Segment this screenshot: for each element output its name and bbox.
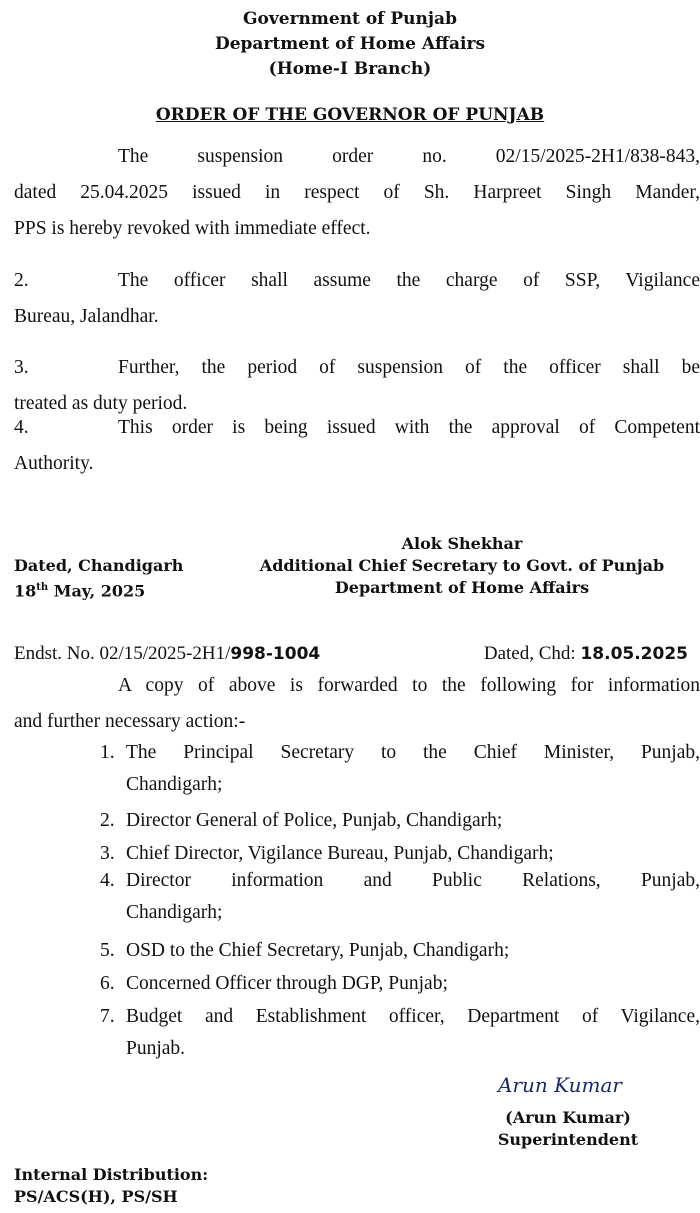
endorsement-line (14, 643, 688, 665)
paragraph-4 (14, 410, 700, 482)
header-department: Department of Home Affairs (214, 34, 486, 54)
endorser-name: (Arun Kumar) (505, 1108, 631, 1127)
endorsement-number: Endst. No. 02/15/2025-2H1/998-1004 (14, 643, 321, 664)
endorsement-intro-line-2: and further necessary action:- (14, 711, 246, 732)
endorser-title: Superintendent (497, 1130, 639, 1149)
internal-distribution (14, 1164, 208, 1208)
recipient-item: 7. Budget and Establishment officer, Department of Vigilance, Punjab. (100, 1006, 700, 1059)
recipient-item: 2. Director General of Police, Punjab, Chandigarh; (100, 810, 503, 831)
paragraph-number: 3. (14, 357, 29, 378)
paragraph-number: 2. (14, 270, 29, 291)
paragraph-2-line-2: Bureau, Jalandhar. (14, 306, 159, 327)
paragraph-2-line-1: The officer shall assume the charge of SSP, Vigilance (118, 270, 700, 291)
header-branch: (Home-I Branch) (268, 59, 432, 79)
recipient-item: 6. Concerned Officer through DGP, Punjab; (100, 973, 448, 994)
paragraph-1 (14, 139, 700, 247)
dated-block (14, 555, 234, 602)
endorser-block (488, 1107, 648, 1151)
recipient-item: 3. Chief Director, Vigilance Bureau, Punjab, Chandigarh; (100, 843, 554, 864)
recipient-item: 4. Director information and Public Relations, Punjab, Chandigarh; (100, 870, 700, 923)
paragraph-3-line-1: Further, the period of suspension of the officer shall be (118, 357, 700, 378)
paragraph-1-line-3: PPS is hereby revoked with immediate effect. (14, 218, 371, 239)
paragraph-1-line-1: The suspension order no. 02/15/2025-2H1/838-843, (118, 146, 700, 167)
paragraph-4-line-2: Authority. (14, 453, 94, 474)
internal-distribution-label: Internal Distribution: (14, 1165, 209, 1184)
recipient-item: 5. OSD to the Chief Secretary, Punjab, Chandigarh; (100, 940, 510, 961)
paragraph-1-line-2: dated 25.04.2025 issued in respect of Sh. Harpreet Singh Mander, (14, 182, 700, 203)
signatory-name: Alok Shekhar (401, 534, 523, 553)
paragraph-3-line-2: treated as duty period. (14, 393, 188, 414)
paragraph-2 (14, 263, 700, 335)
header-government: Government of Punjab (243, 9, 457, 29)
endorsement-intro (14, 668, 700, 740)
signatory-block (236, 533, 688, 599)
dated-date: 18th May, 2025 (14, 581, 146, 601)
paragraph-4-line-1: This order is being issued with the approval of Competent (118, 417, 700, 438)
endorsement-intro-line-1: A copy of above is forwarded to the following for information (118, 675, 700, 696)
signatory-title: Additional Chief Secretary to Govt. of Punjab (259, 556, 665, 575)
signatory-department: Department of Home Affairs (334, 578, 590, 597)
order-title: ORDER OF THE GOVERNOR OF PUNJAB (155, 105, 545, 125)
handwritten-signature: Arun Kumar (498, 1073, 622, 1097)
recipient-item: 1. The Principal Secretary to the Chief Minister, Punjab, Chandigarh; (100, 742, 700, 795)
paragraph-number: 4. (14, 417, 29, 438)
internal-distribution-value: PS/ACS(H), PS/SH (14, 1187, 178, 1206)
endorsement-date: Dated, Chd: 18.05.2025 (483, 643, 688, 664)
dated-place: Dated, Chandigarh (14, 556, 184, 575)
